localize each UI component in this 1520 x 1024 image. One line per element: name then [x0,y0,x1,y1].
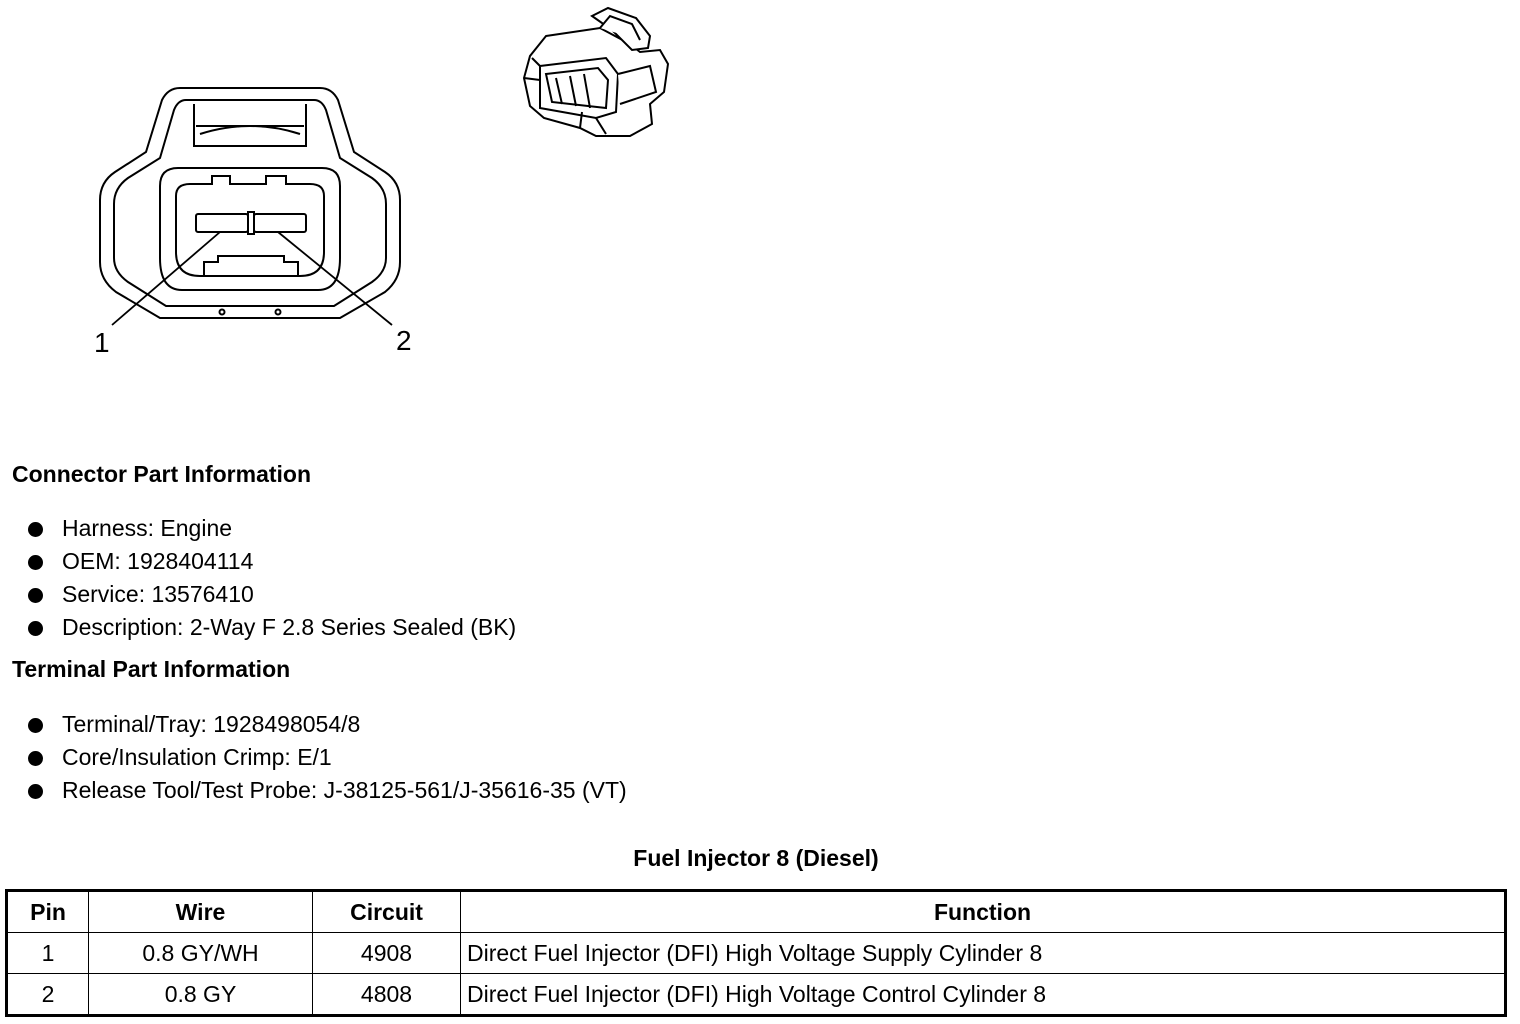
table-row [7,974,1506,1016]
pin-cavity [176,176,324,276]
cell-wire: 0.8 GY [89,974,313,1016]
bullet-icon [28,522,43,537]
pin-2-label: 2 [396,325,412,356]
table-title: Fuel Injector 8 (Diesel) [633,845,879,871]
terminal-2 [254,214,306,232]
cell-function: Direct Fuel Injector (DFI) High Voltage Control Cylinder 8 [461,974,1506,1016]
bullet-icon [28,751,43,766]
cell-pin: 2 [7,974,89,1016]
cell-wire: 0.8 GY/WH [89,933,313,974]
terminal-1 [196,214,248,232]
connector-isometric-illustration [524,8,668,136]
connector-diagram [0,0,700,420]
cell-circuit: 4908 [313,933,461,974]
table-row [7,933,1506,974]
terminal-info-heading: Terminal Part Information [12,656,291,682]
connector-info-heading: Connector Part Information [12,461,312,487]
bullet-icon [28,621,43,636]
column-header-pin: Pin [7,891,89,933]
bullet-icon [28,588,43,603]
cell-pin: 1 [7,933,89,974]
pin-1-label: 1 [94,327,110,358]
column-header-circuit: Circuit [313,891,461,933]
connector-housing-outline [100,88,400,318]
seal-ring [160,168,340,290]
table-header-row [7,891,1506,933]
column-header-wire: Wire [89,891,313,933]
bullet-icon [28,718,43,733]
bullet-icon [28,555,43,570]
cell-function: Direct Fuel Injector (DFI) High Voltage Supply Cylinder 8 [461,933,1506,974]
cell-circuit: 4808 [313,974,461,1016]
pin-table [5,889,1507,1017]
bullet-icon [28,784,43,799]
column-header-function: Function [461,891,1506,933]
